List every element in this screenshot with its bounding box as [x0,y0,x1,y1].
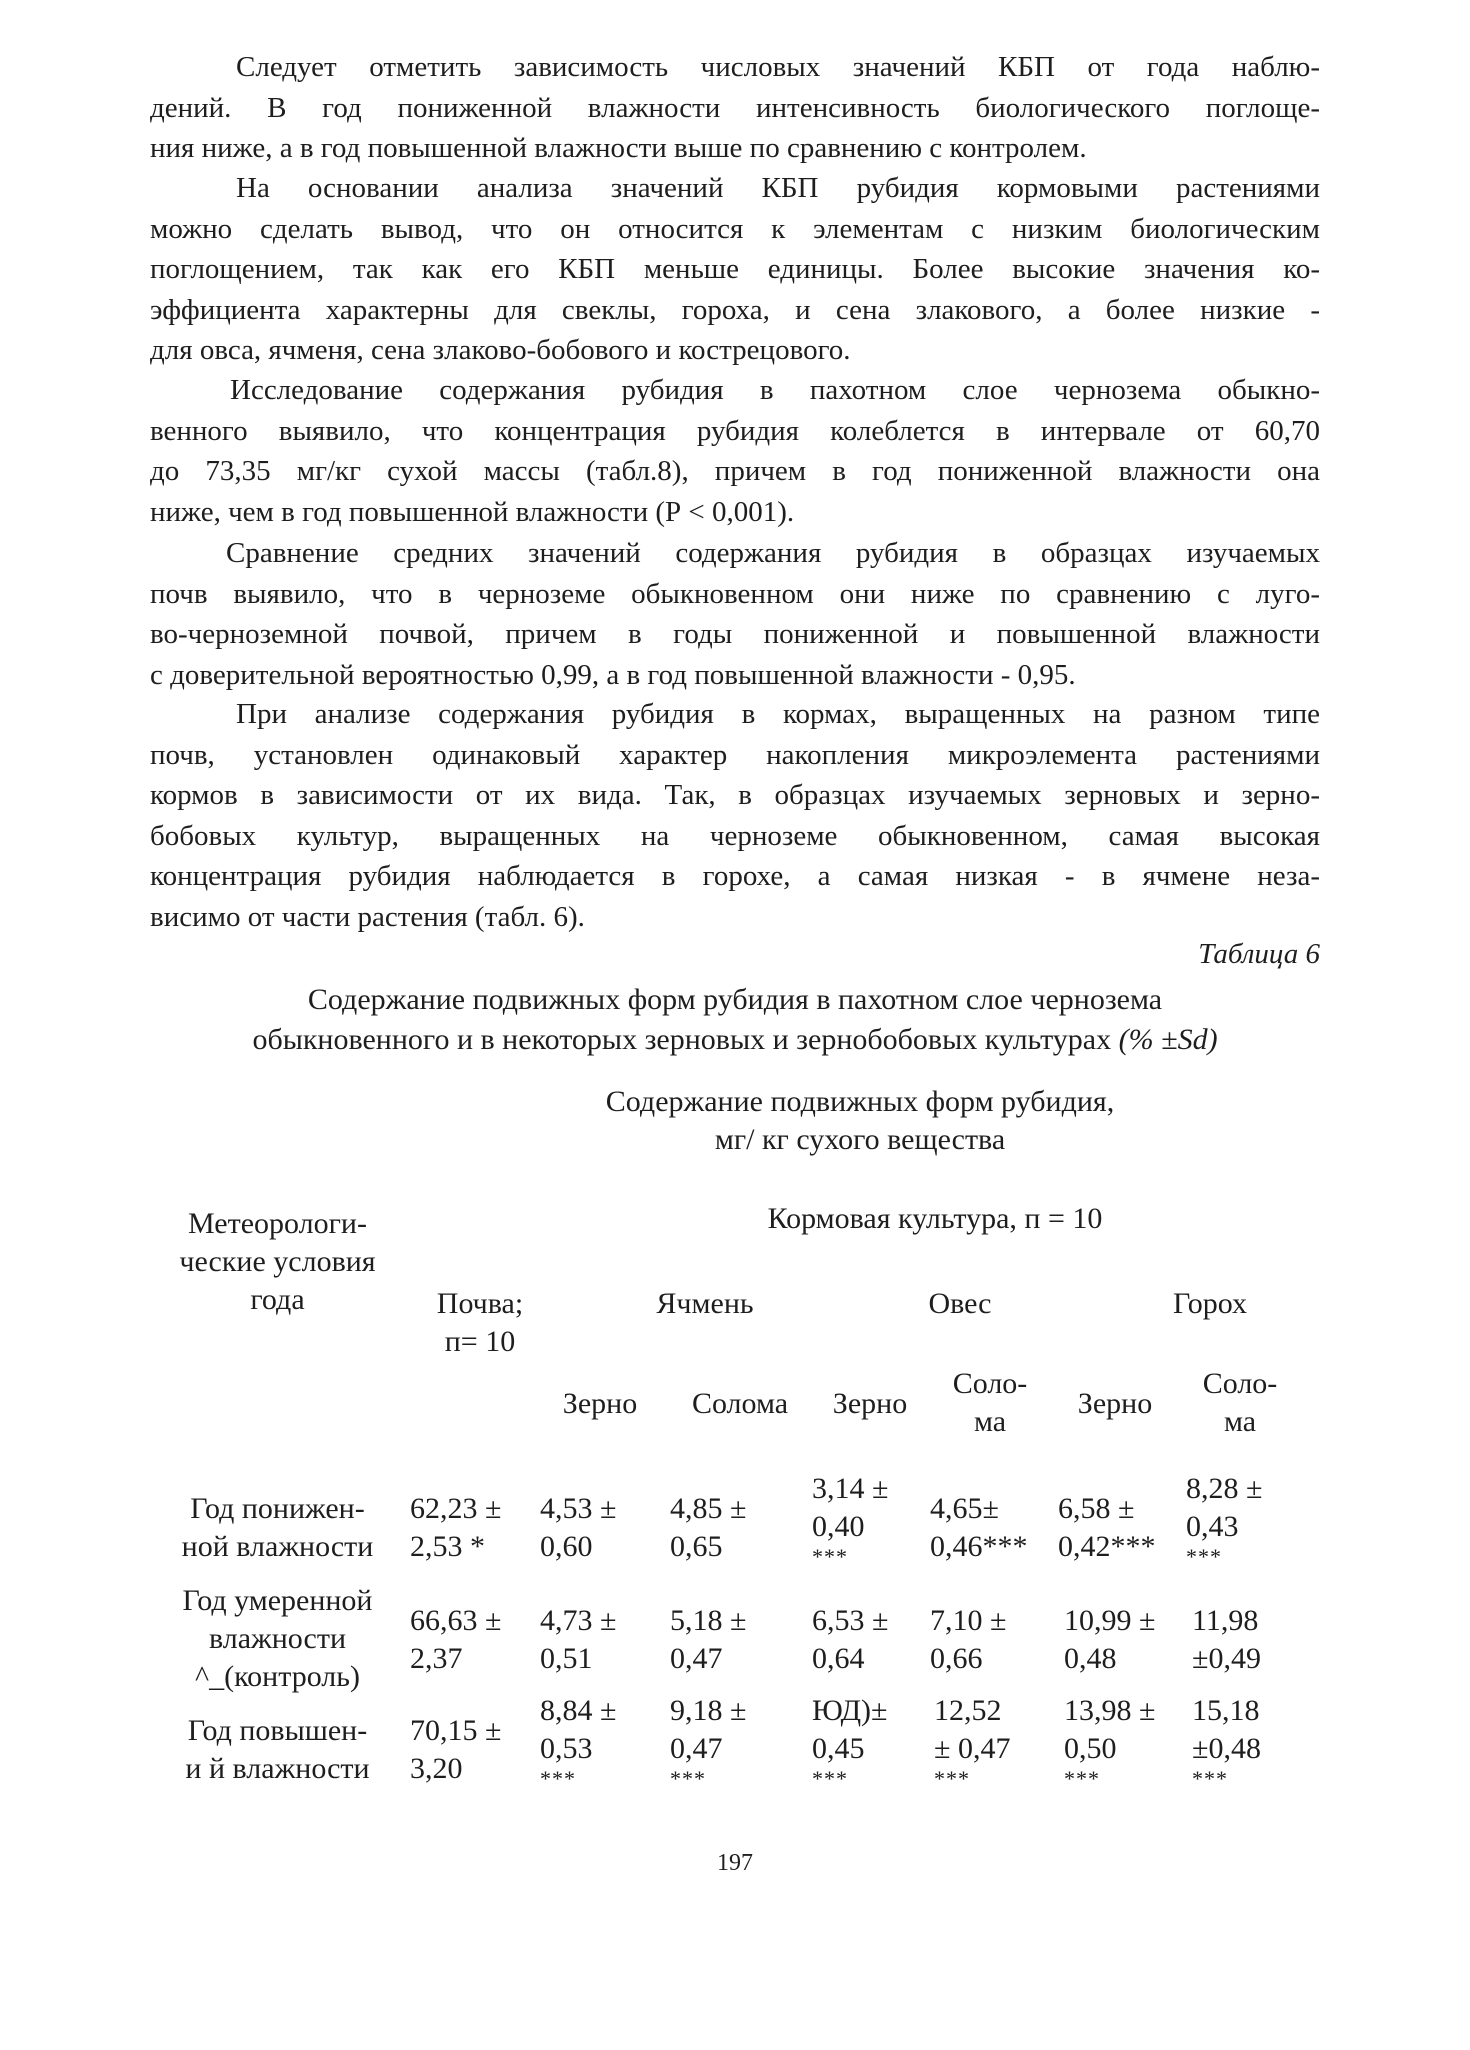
cell-value: 66,63 ± [410,1604,502,1637]
table-cell [1064,1692,1155,1790]
cell-value: 0,64 [812,1642,865,1675]
row-label-line: влажности [208,1622,347,1655]
text-line: во-черноземной почвой, причем в годы пониженной и повышенной влажности [150,618,1320,650]
table-cell [410,1602,501,1678]
page-number: 197 [717,1850,753,1876]
cell-value: 70,15 ± [410,1714,502,1747]
header-line: ма [1223,1405,1257,1438]
table-cell [670,1692,746,1790]
text-line: Сравнение средних значений содержания рубидия в образцах изучаемых [226,537,1320,569]
text-line: венного выявило, что концентрация рубидия колеблется в интервале от 60,70 [150,414,1320,447]
text-line: концентрация рубидия наблюдается в горохе, а самая низкая - в ячмене неза- [150,860,1320,892]
paragraph-3 [150,370,1320,532]
table-cell [1192,1692,1261,1790]
cell-value: ± 0,47 [934,1732,1011,1765]
text-line: висимо от части растения (табл. 6). [150,900,585,933]
header-line: п= 10 [444,1325,516,1358]
cell-value: 0,50 [1064,1732,1117,1765]
row-label-moderate-moisture [150,1582,405,1696]
cell-value: 7,10 ± [930,1604,1007,1637]
row-label-line: и й влажности [185,1752,370,1785]
cell-value: 2,37 [410,1642,463,1675]
table-cell [930,1490,1028,1566]
row-label-line: Год понижен- [190,1492,365,1525]
cell-value: 3,20 [410,1752,463,1785]
text-line: На основании анализа значений КБП рубидия кормовыми растениями [236,172,1320,204]
text-line: эффициента характерны для свеклы, гороха, и сена злакового, а более низкие - [150,293,1320,326]
caption-line: Содержание подвижных форм рубидия в пахотном слое чернозема [307,983,1163,1016]
part-header-pea-grain: Зерно [1077,1387,1153,1420]
text-line: почв, установлен одинаковый характер накопления микроэлемента растениями [150,738,1320,771]
row-label-line: Год повышен- [187,1714,368,1747]
cell-value: 0,43 [1186,1510,1239,1543]
cell-value: 4,85 ± [670,1492,747,1525]
col-header-culture: Кормовая культура, п = 10 [767,1202,1103,1235]
cell-value: 0,40 [812,1510,865,1543]
cell-value: 0,42*** [1058,1530,1156,1563]
text-line: с доверительной вероятностью 0,99, а в год повышенной влажности - 0,95. [150,658,1076,691]
cell-value: 0,60 [540,1530,593,1563]
crop-header-pea: Горох [1173,1287,1247,1320]
text-line: до 73,35 мг/кг сухой массы (табл.8), причем в год пониженной влажности она [150,455,1320,487]
cell-value: 4,73 ± [540,1604,617,1637]
row-label-line: ^_(контроль) [195,1660,360,1693]
table-label: Таблица 6 [1198,938,1320,970]
cell-value: 10,99 ± [1064,1604,1156,1637]
row-label-high-moisture [150,1712,405,1788]
cell-value: ЮД)± [812,1694,888,1727]
table-cell [812,1470,888,1568]
cell-value: 0,66 [930,1642,983,1675]
text-line: можно сделать вывод, что он относится к элементам с низким биологическим [150,212,1320,245]
row-label-line: ной влажности [181,1530,374,1563]
cell-value: 0,46*** [930,1530,1028,1563]
table-cell [410,1490,501,1566]
cell-value: 0,48 [1064,1642,1117,1675]
header-line: года [250,1283,305,1316]
header-line: ческие условия [179,1245,376,1278]
table-cell [410,1712,501,1788]
significance-stars: *** [1064,1766,1100,1791]
header-line: Соло- [1202,1367,1278,1400]
cell-value: 62,23 ± [410,1492,502,1525]
table-cell [670,1490,746,1566]
paragraph-4 [150,533,1320,695]
header-line: Метеорологи- [188,1207,367,1240]
text-line: почв выявило, что в черноземе обыкновенном они ниже по сравнению с луго- [150,577,1320,610]
table-cell [1064,1602,1155,1678]
table-cell [540,1490,616,1566]
text-line: дений. В год пониженной влажности интенсивность биологического поглоще- [150,91,1320,124]
content-header-line: Содержание подвижных форм рубидия, [605,1085,1115,1118]
text-line: Исследование содержания рубидия в пахотном слое чернозема обыкно- [230,374,1320,406]
significance-stars: *** [1186,1544,1222,1569]
text-line: Следует отметить зависимость числовых значений КБП от года наблю- [236,51,1320,83]
significance-stars: *** [1192,1766,1228,1791]
cell-value: 11,98 [1192,1604,1259,1637]
significance-stars: *** [540,1766,576,1791]
part-header-oat-straw [930,1365,1050,1441]
cell-value: ±0,49 [1192,1642,1261,1675]
table-cell [1058,1490,1156,1566]
content-header-line: мг/ кг сухого вещества [714,1123,1006,1156]
cell-value: 0,45 [812,1732,865,1765]
cell-value: 6,58 ± [1058,1492,1135,1525]
table-cell [1192,1602,1261,1678]
cell-value: 0,47 [670,1642,723,1675]
text-line: поглощением, так как его КБП меньше единицы. Более высокие значения ко- [150,253,1320,285]
table-cell [812,1602,888,1678]
cell-value: 8,28 ± [1186,1472,1263,1505]
significance-stars: *** [670,1766,706,1791]
cell-value: 8,84 ± [540,1694,617,1727]
col-header-soil [400,1285,560,1361]
text-line: При анализе содержания рубидия в кормах, выращенных на разном типе [236,698,1320,730]
part-header-barley-straw: Солома [691,1387,789,1420]
caption-units: (% ±Sd) [1118,1023,1218,1056]
text-line: кормов в зависимости от их вида. Так, в образцах изучаемых зерновых и зерно- [150,779,1320,811]
paragraph-5 [150,694,1320,937]
paragraph-1 [150,47,1320,169]
cell-value: 5,18 ± [670,1604,747,1637]
significance-stars: *** [934,1766,970,1791]
text-line: бобовых культур, выращенных на черноземе обыкновенном, самая высокая [150,819,1320,852]
cell-value: ±0,48 [1192,1732,1261,1765]
caption-line [150,1020,1320,1060]
table-cell [1186,1470,1262,1568]
header-line: Почва; [436,1287,524,1320]
crop-header-oat: Овес [928,1287,992,1320]
table-caption [150,980,1320,1060]
content-header [540,1083,1180,1159]
table-cell [670,1602,746,1678]
part-header-barley-grain: Зерно [562,1387,638,1420]
cell-value: 4,65± [930,1492,999,1525]
header-line: Соло- [952,1367,1028,1400]
significance-stars: *** [812,1766,848,1791]
caption-text: обыкновенного и в некоторых зерновых и зернобобовых культурах [252,1023,1112,1056]
text-line: ниже, чем в год повышенной влажности (Р < 0,001). [150,495,795,528]
cell-value: 0,53 [540,1732,593,1765]
paragraph-2 [150,168,1320,371]
part-header-pea-straw [1180,1365,1300,1441]
cell-value: 12,52 [934,1694,1002,1727]
significance-stars: *** [812,1544,848,1569]
table-cell [540,1602,616,1678]
cell-value: 4,53 ± [540,1492,617,1525]
col-header-conditions [150,1205,405,1319]
part-header-oat-grain: Зерно [832,1387,908,1420]
row-label-low-moisture [150,1490,405,1566]
text-line: ния ниже, а в год повышенной влажности выше по сравнению с контролем. [150,132,1087,164]
cell-value: 2,53 * [410,1530,485,1563]
table-cell [540,1692,616,1790]
cell-value: 0,47 [670,1732,723,1765]
cell-value: 9,18 ± [670,1694,747,1727]
header-line: ма [973,1405,1007,1438]
cell-value: 0,51 [540,1642,593,1675]
table-cell [812,1692,888,1790]
cell-value: 3,14 ± [812,1472,889,1505]
cell-value: 13,98 ± [1064,1694,1156,1727]
cell-value: 0,65 [670,1530,723,1563]
table-cell [934,1692,1010,1790]
cell-value: 15,18 [1192,1694,1260,1727]
row-label-line: Год умеренной [182,1584,373,1617]
table-cell [930,1602,1006,1678]
cell-value: 6,53 ± [812,1604,889,1637]
text-line: для овса, ячменя, сена злаково-бобового и кострецового. [150,334,851,366]
crop-header-barley: Ячмень [656,1287,754,1320]
